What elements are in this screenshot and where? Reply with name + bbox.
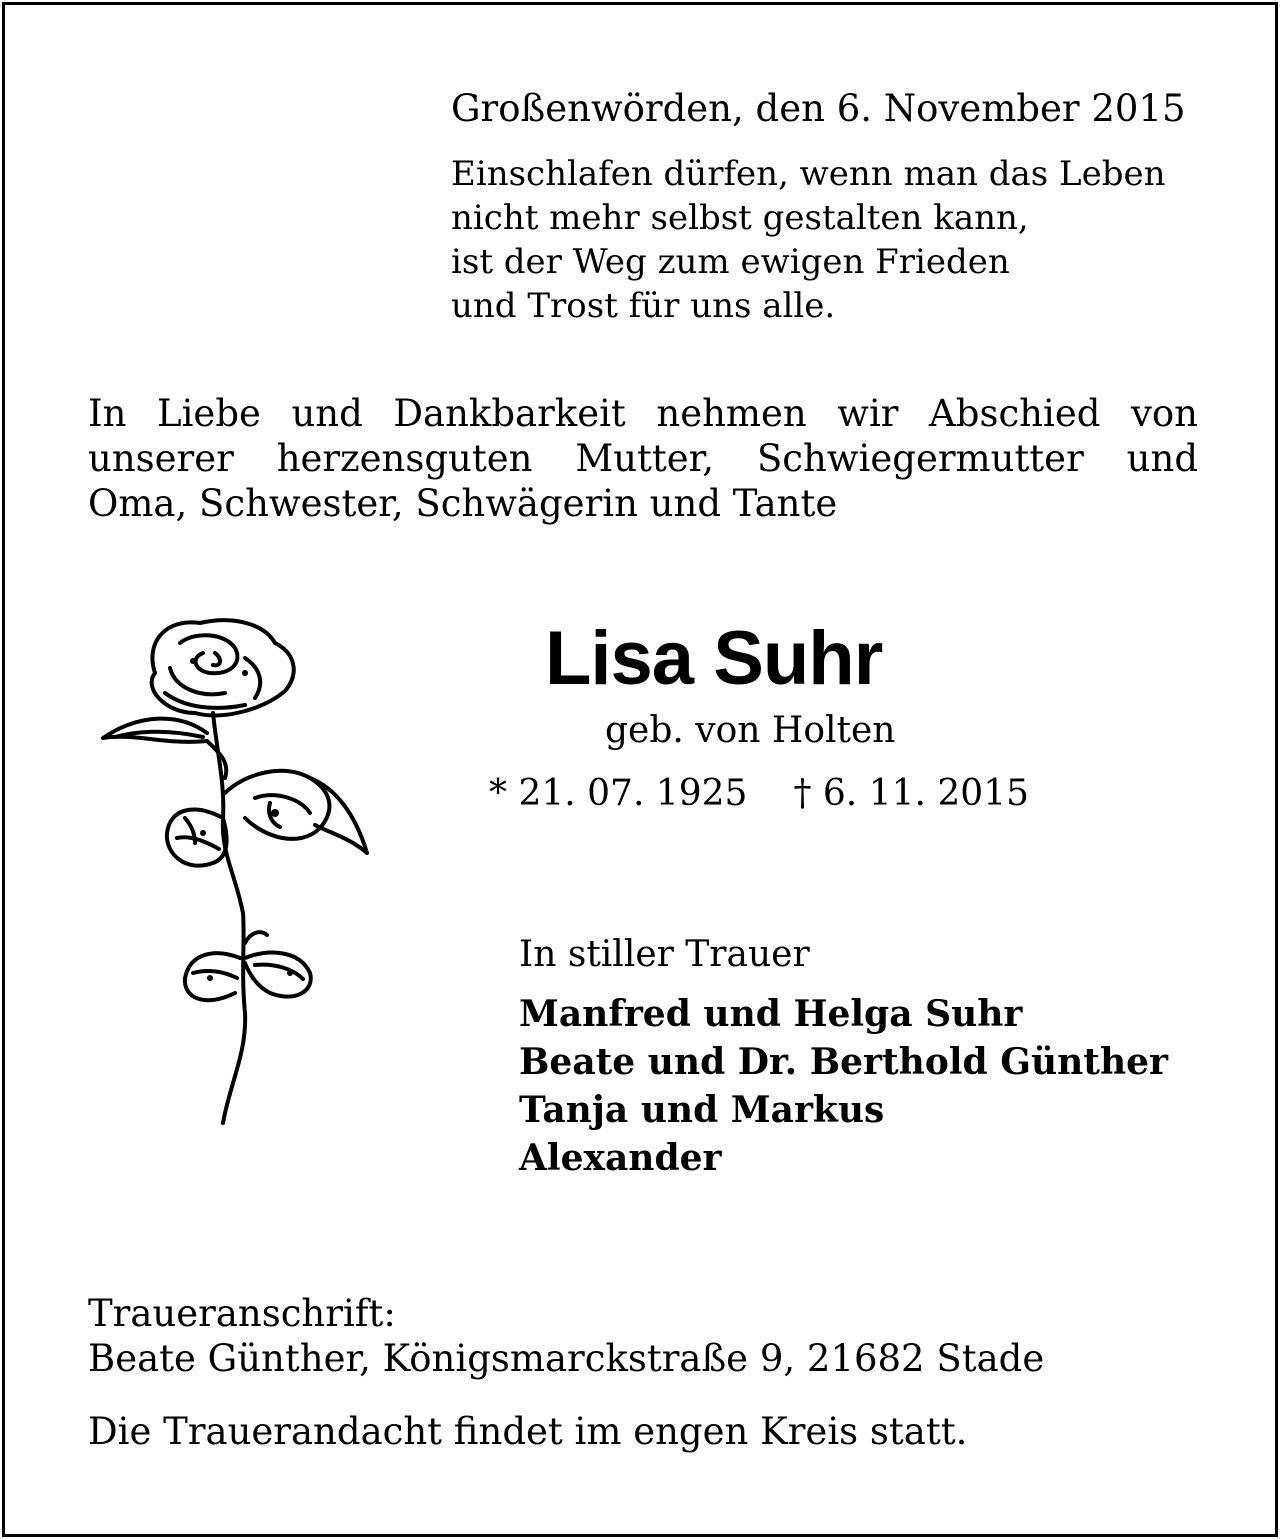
intro-text <box>88 391 1198 526</box>
address-value: Beate Günther, Königsmarckstraße 9, 21682 Stade <box>88 1337 1045 1380</box>
obituary-notice <box>2 2 1278 1537</box>
mourner-name: Tanja und Markus <box>519 1089 885 1131</box>
intro-line: unserer herzensguten Mutter, Schwiegermutter und <box>88 437 1198 480</box>
mourning-label: In stiller Trauer <box>519 934 810 975</box>
intro-line: In Liebe und Dankbarkeit nehmen wir Abschied von <box>88 392 1198 435</box>
verse-line: ist der Weg zum ewigen Frieden <box>451 242 1010 282</box>
verse-line: nicht mehr selbst gestalten kann, <box>451 198 1029 238</box>
life-dates <box>489 773 1029 814</box>
verse-line: und Trost für uns alle. <box>451 286 836 326</box>
service-note: Die Trauerandacht findet im engen Kreis statt. <box>88 1410 968 1453</box>
intro-line: Oma, Schwester, Schwägerin und Tante <box>88 482 838 525</box>
mourner-name: Beate und Dr. Berthold Günther <box>519 1041 1168 1083</box>
mourners-list <box>519 990 1168 1182</box>
address-label: Traueranschrift: <box>88 1292 396 1335</box>
mourner-name: Manfred und Helga Suhr <box>519 993 1023 1035</box>
deceased-name: Lisa Suhr <box>545 616 883 701</box>
verse <box>451 152 1165 328</box>
mourner-name: Alexander <box>519 1137 722 1179</box>
verse-line: Einschlafen dürfen, wenn man das Leben <box>451 154 1166 194</box>
birth-date: * 21. 07. 1925 <box>489 773 748 814</box>
death-date: † 6. 11. 2015 <box>793 773 1029 814</box>
birth-name: geb. von Holten <box>605 710 896 751</box>
place-date: Großenwörden, den 6. November 2015 <box>451 87 1186 130</box>
rose-icon <box>95 613 375 1133</box>
